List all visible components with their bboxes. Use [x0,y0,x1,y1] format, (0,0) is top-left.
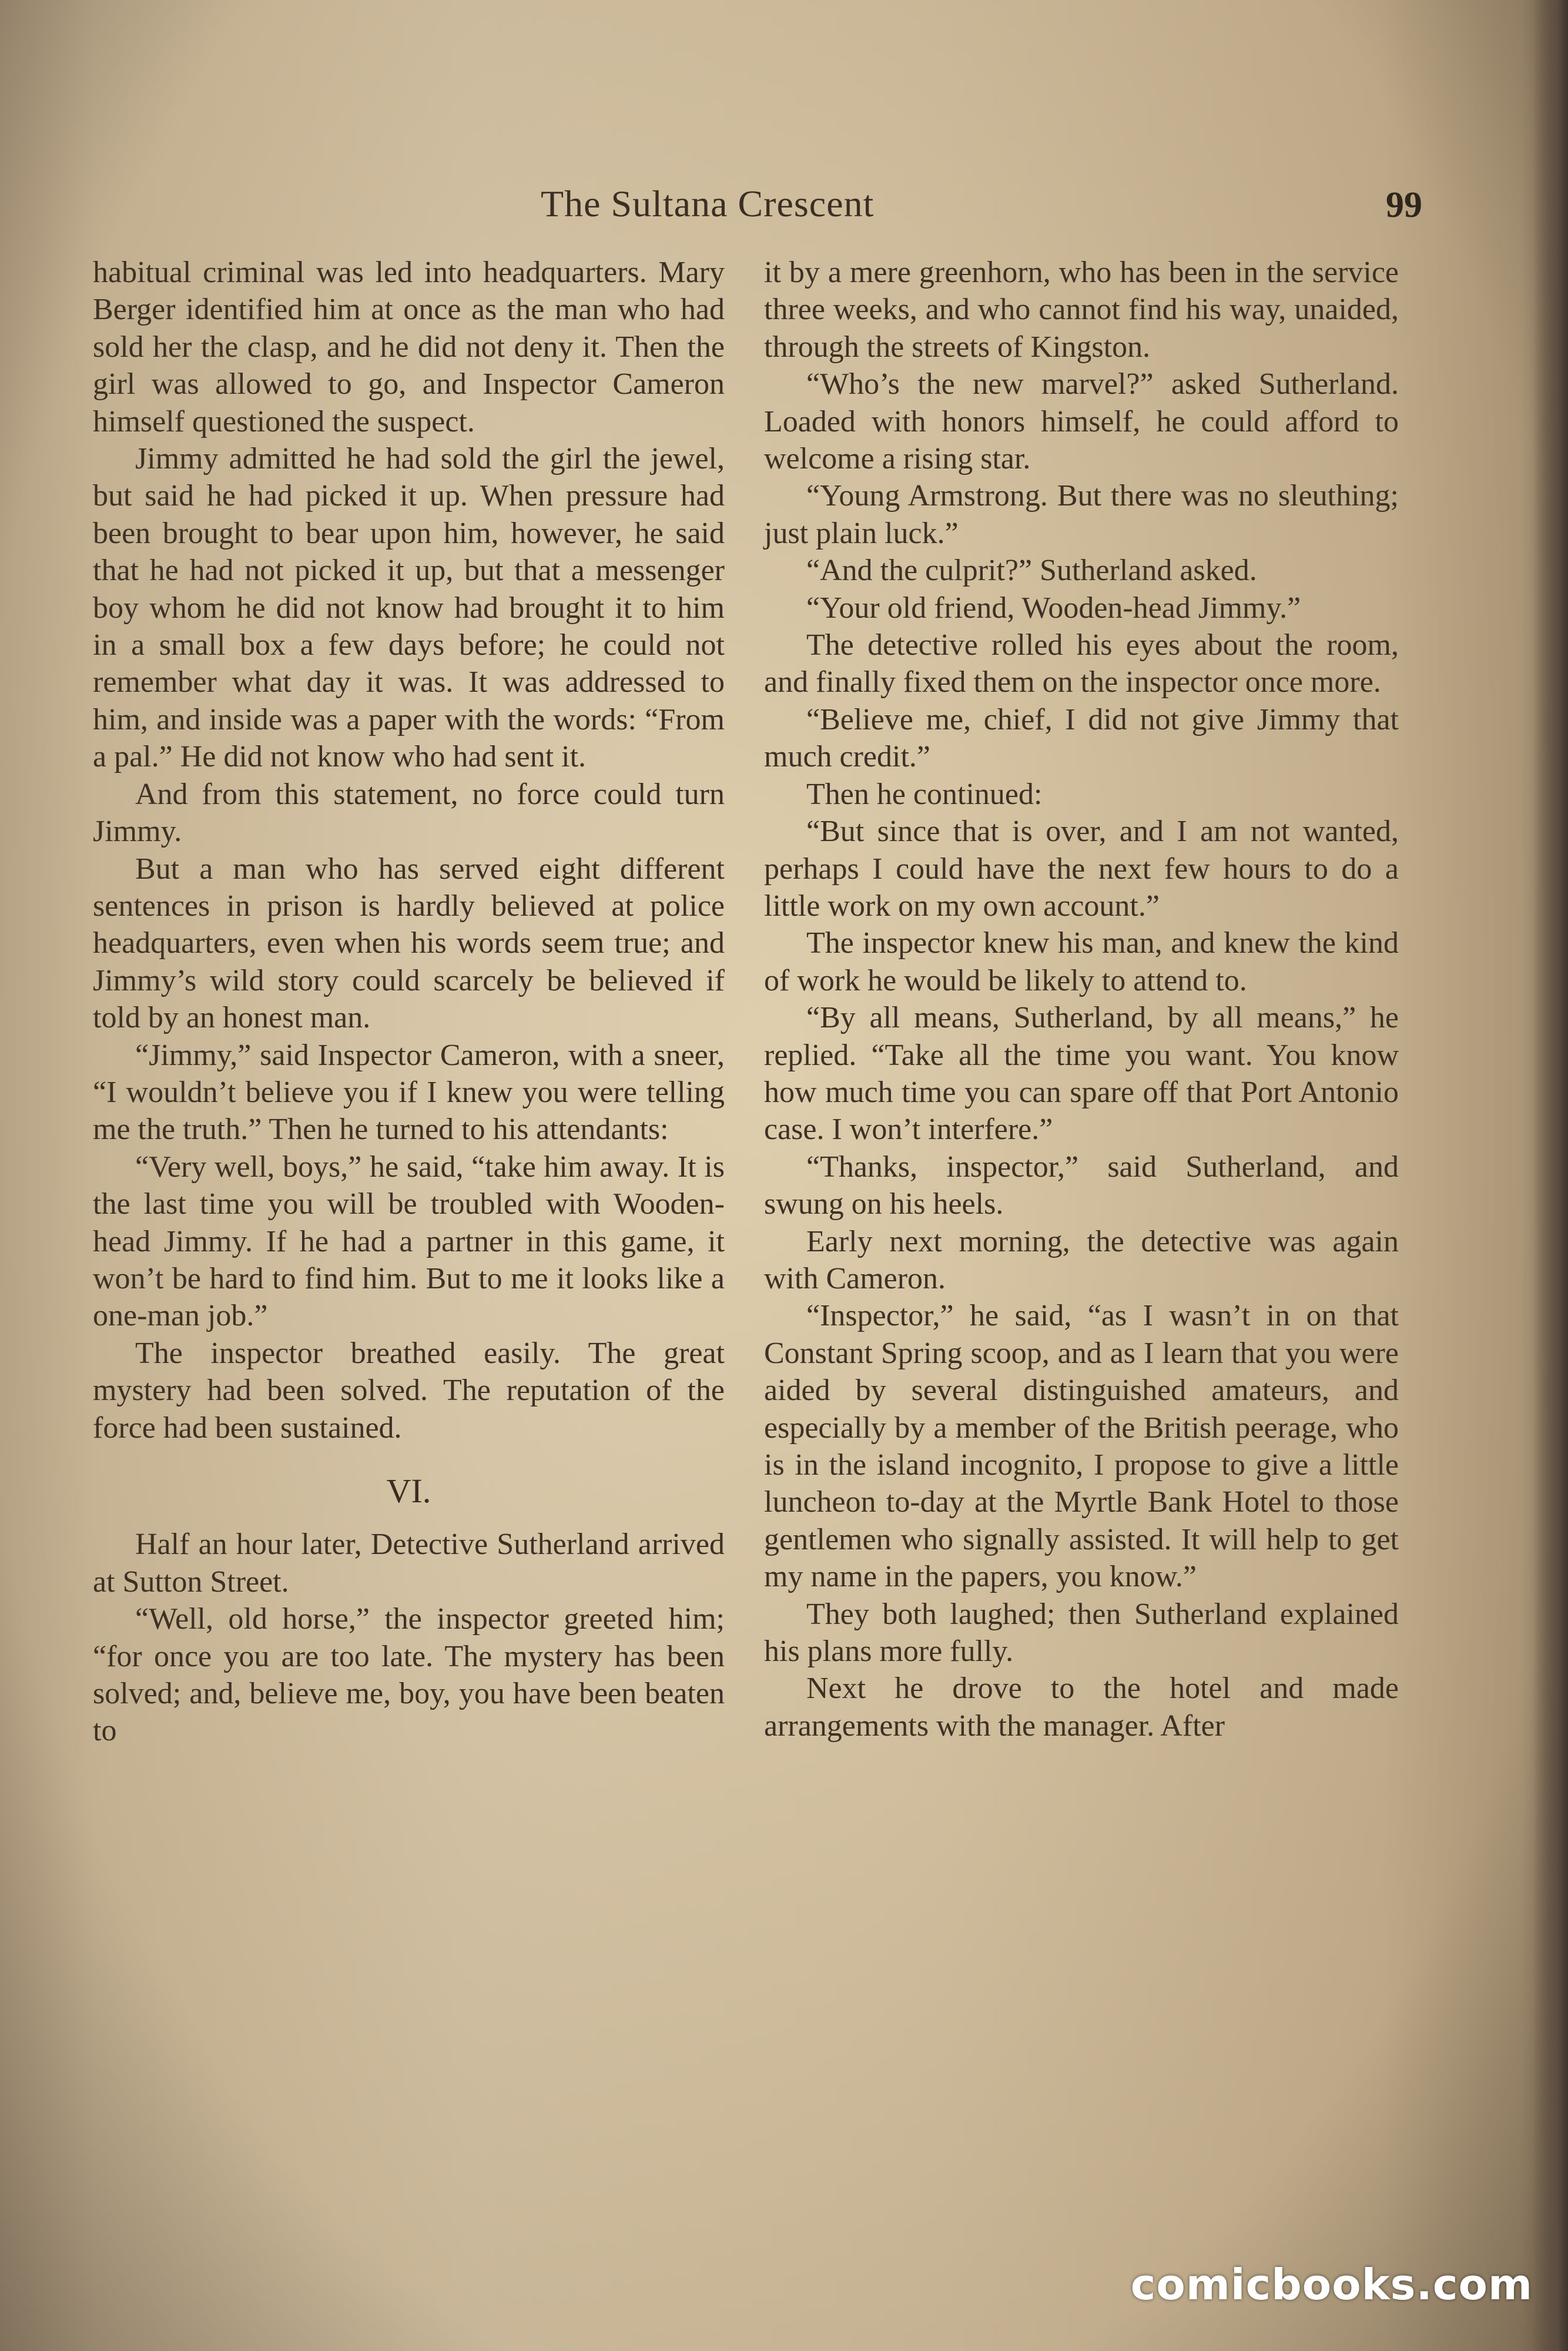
paragraph: The detective rolled his eyes about the room, and finally fixed them on the inspector once more. [764,628,1399,699]
page-header [517,176,1422,247]
right-column [764,254,1399,1744]
paragraph: “Your old friend, Wooden-head Jimmy.” [806,591,1301,625]
paragraph: “By all means, Sutherland, by all means,” he replied. “Take all the time you want. You know how much time you can spare off that Port Antonio case. I won’t interfere.” [764,1001,1399,1147]
paragraph: Early next morning, the detective was again with Cameron. [764,1224,1399,1295]
paragraph: “Very well, boys,” he said, “take him away. It is the last time you will be troubled with Wooden-head Jimmy. If he had a partner in this game, it won’t be hard to find him. But to me it looks like a one-man job.” [93,1150,725,1333]
paragraph: Then he continued: [806,777,1043,811]
paragraph: Jimmy admitted he had sold the girl the jewel, but said he had picked it up. When pressure had been brought to bear upon him, however, he said that he had not picked it up, but that a messenger boy whom he did not know had brought it to him in a small box a few days before; he could not remember what day it was. It was addressed to him, and inside was a paper with the words: “From a pal.” He did not know who had sent it. [93,442,725,774]
paragraph: “Believe me, chief, I did not give Jimmy that much credit.” [764,702,1399,774]
paragraph: But a man who has served eight different sentences in prison is hardly believed at police headquarters, even when his words seem true; and Jimmy’s wild story could scarcely be believed if told by an honest man. [93,852,725,1035]
paragraph: The inspector knew his man, and knew the kind of work he would be likely to attend to. [764,926,1399,997]
section-heading: VI. [386,1472,431,1510]
paragraph: And from this statement, no force could turn Jimmy. [93,777,725,849]
paragraph: it by a mere greenhorn, who has been in the service three weeks, and who cannot find his way, unaided, through the streets of Kingston. [764,256,1399,364]
paragraph: “Inspector,” he said, “as I wasn’t in on that Constant Spring scoop, and as I learn that you were aided by several distinguished amateurs, and especially by a member of the British peerage, who is in the island incognito, I propose to give a little luncheon to-day at the Myrtle Bank Hotel to those gentlemen who signally assisted. It will help to get my name in the papers, you know.” [764,1299,1399,1594]
paragraph: “Well, old horse,” the inspector greeted him; “for once you are too late. The mystery has been solved; and, believe me, boy, you have been beaten to [93,1602,725,1748]
paragraph: They both laughed; then Sutherland explained his plans more fully. [764,1597,1399,1669]
page-edge-shadow [1533,0,1568,2351]
paragraph: habitual criminal was led into headquarters. Mary Berger identified him at once as the man who had sold her the clasp, and he did not deny it. Then the girl was allowed to go, and Inspector Cameron himself questioned the suspect. [93,256,725,438]
paragraph: “Who’s the new marvel?” asked Sutherland. Loaded with honors himself, he could afford to welcome a rising star. [764,367,1399,476]
paragraph: “But since that is over, and I am not wanted, perhaps I could have the next few hours to do a little work on my own account.” [764,815,1399,923]
paragraph: Half an hour later, Detective Sutherland arrived at Sutton Street. [93,1528,725,1599]
page-number: 99 [1386,185,1422,225]
running-title: The Sultana Crescent [541,183,875,225]
paragraph: Next he drove to the hotel and made arrangements with the manager. After [764,1672,1399,1743]
left-column [93,254,725,1750]
paragraph: “Thanks, inspector,” said Sutherland, and swung on his heels. [764,1150,1399,1221]
paragraph: “Jimmy,” said Inspector Cameron, with a sneer, “I wouldn’t believe you if I knew you were telling me the truth.” Then he turned to his attendants: [93,1038,725,1147]
paragraph: “And the culprit?” Sutherland asked. [806,554,1257,588]
paragraph: The inspector breathed easily. The great mystery had been solved. The reputation of the force had been sustained. [93,1336,725,1445]
site-watermark: comicbooks.com [1130,2260,1533,2309]
paragraph: “Young Armstrong. But there was no sleuthing; just plain luck.” [764,479,1399,550]
